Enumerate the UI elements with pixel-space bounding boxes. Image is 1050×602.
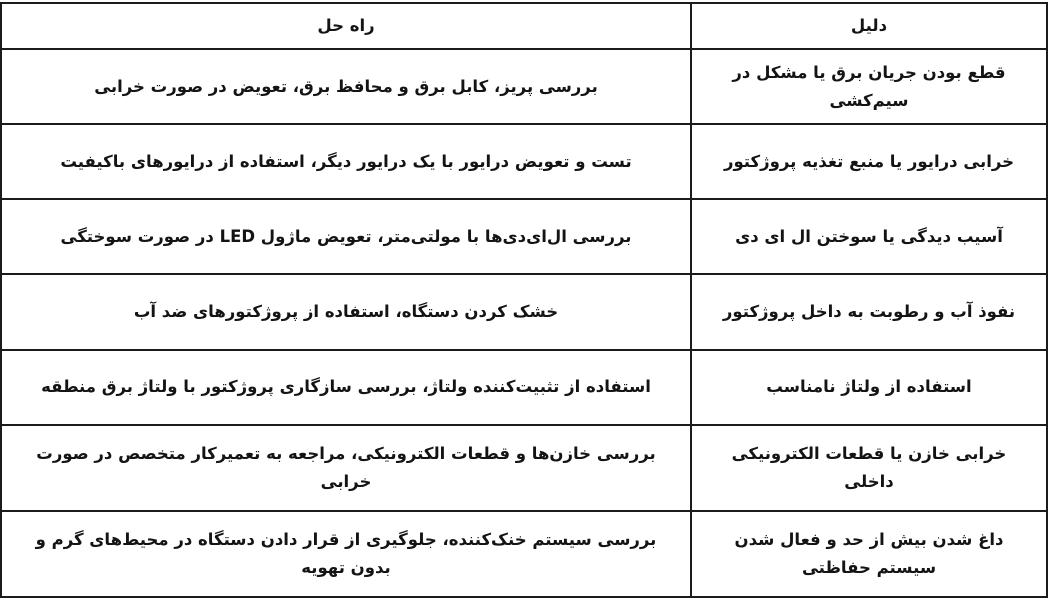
- reason-cell: استفاده از ولتاژ نامناسب: [691, 350, 1047, 425]
- solution-cell: بررسی پریز، کابل برق و محافظ برق، تعویض در صورت خرابی: [1, 49, 691, 124]
- solution-cell: تست و تعویض درایور با یک درایور دیگر، استفاده از درایورهای باکیفیت: [1, 124, 691, 199]
- table-row: [1, 124, 1047, 199]
- table-row: [1, 49, 1047, 124]
- solution-cell: بررسی سیستم خنک‌کننده، جلوگیری از قرار دادن دستگاه در محیط‌های گرم و بدون تهویه: [1, 511, 691, 597]
- reason-cell: داغ شدن بیش از حد و فعال شدن سیستم حفاظتی: [691, 511, 1047, 597]
- table-row: [1, 199, 1047, 274]
- table-header-row: [1, 3, 1047, 49]
- reason-cell: آسیب دیدگی یا سوختن ال ای دی: [691, 199, 1047, 274]
- column-header-reason: دلیل: [691, 3, 1047, 49]
- table-row: [1, 274, 1047, 349]
- table-row: [1, 3, 1047, 49]
- table-body: [1, 49, 1047, 597]
- reason-cell: خرابی خازن یا قطعات الکترونیکی داخلی: [691, 425, 1047, 511]
- table-row: [1, 425, 1047, 511]
- reason-cell: خرابی درایور یا منبع تغذیه پروژکتور: [691, 124, 1047, 199]
- solution-cell: خشک کردن دستگاه، استفاده از پروژکتورهای ضد آب: [1, 274, 691, 349]
- solution-cell: استفاده از تثبیت‌کننده ولتاژ، بررسی سازگاری پروژکتور با ولتاژ برق منطقه: [1, 350, 691, 425]
- reason-cell: نفوذ آب و رطوبت به داخل پروژکتور: [691, 274, 1047, 349]
- solution-cell: بررسی ال‌ای‌دی‌ها با مولتی‌متر، تعویض ماژول LED در صورت سوختگی: [1, 199, 691, 274]
- reason-cell: قطع بودن جریان برق یا مشکل در سیم‌کشی: [691, 49, 1047, 124]
- column-header-solution: راه حل: [1, 3, 691, 49]
- table-row: [1, 511, 1047, 597]
- projector-troubleshooting-table: [0, 2, 1048, 598]
- solution-cell: بررسی خازن‌ها و قطعات الکترونیکی، مراجعه به تعمیرکار متخصص در صورت خرابی: [1, 425, 691, 511]
- table-row: [1, 350, 1047, 425]
